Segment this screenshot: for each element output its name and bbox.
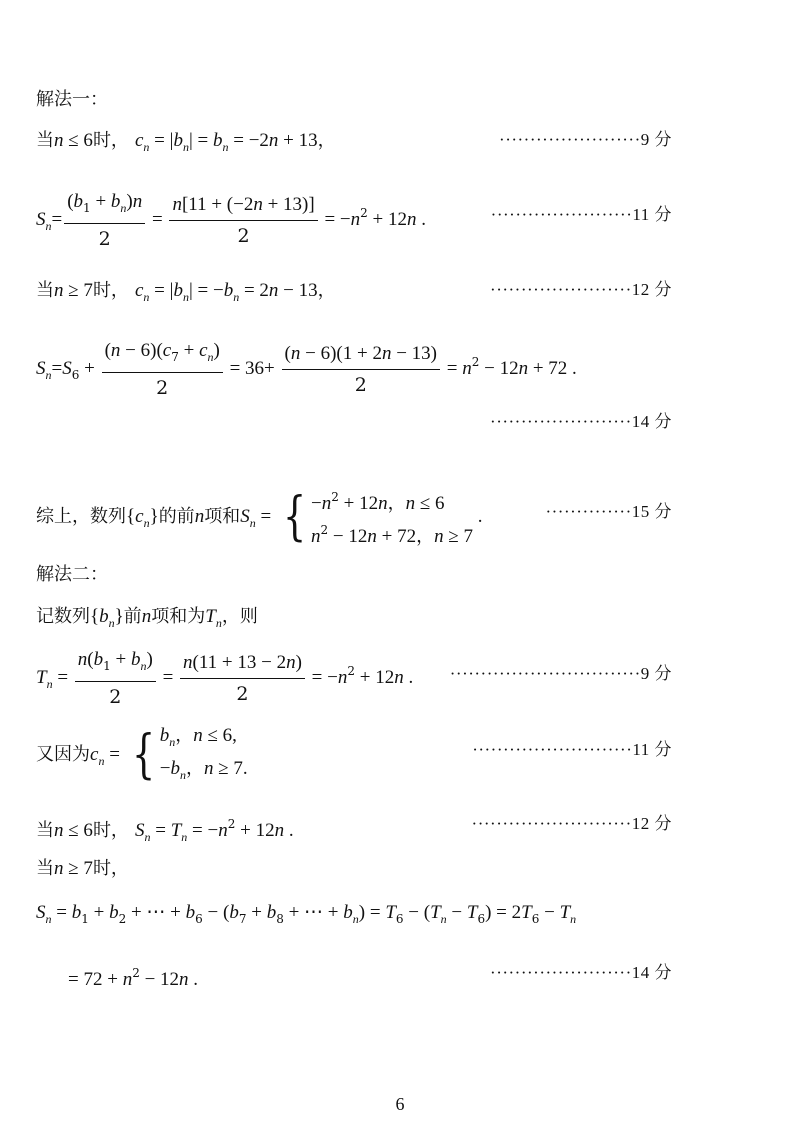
score-11-method2: ··························11 分 xyxy=(472,740,672,759)
method2-intro-line: 记数列$\{b_n\}$前n项和为$T_n$，则 xyxy=(36,606,258,630)
score-12-method2: ··························12 分 xyxy=(471,814,672,833)
score-9-method2: ·······························9 分 xyxy=(449,664,672,683)
method2-title: 解法二： xyxy=(36,564,108,585)
method2-sum2-line: $S_n = b_1 + b_2$ + ⋯ + $b_6 - (b_7 + b_8$ + ⋯ + $b_n) = T_6 - (T_n - T_6) = 2T_6 - T_n$ xyxy=(36,902,577,926)
method1-case2-line: 当n ≥ 7时， $c_n = |b_n| = -b_n = 2n - 13$， xyxy=(36,280,336,304)
method2-sum-line: $T_n$ = $\frac{n(b_1 + b_n)}{2}$ = $\frac{n(11 + 13 - 2n)}{2}$ = $-n^2 + 12n$ . xyxy=(36,646,413,710)
method2-case1-line: 当n ≤ 6时， $S_n = T_n = -n^2 + 12n$ . xyxy=(36,817,294,844)
method1-title: 解法一： xyxy=(36,89,108,110)
method1-case1-line: 当n ≤ 6时， $c_n = |b_n| = b_n = -2n + 13$， xyxy=(36,130,336,154)
method2-sum2-result: = $72 + n^2 - 12n$ . xyxy=(68,966,199,990)
method1-sum2-line: $S_n=S_6$ + $\frac{(n - 6)(c_7 + c_n)}{2}$ = 36+ $\frac{(n - 6)(1 + 2n - 13)}{2}$ = $n^2 - 12n + 72$ . xyxy=(36,337,577,401)
page-number: 6 xyxy=(395,1094,405,1114)
method2-cases-line: 又因为$c_n$ = { $b_n$，n ≤ 6, $-b_n$，n ≥ 7. xyxy=(36,725,248,785)
score-12-method1: ·······················12 分 xyxy=(490,280,672,299)
score-11-method1: ·······················11 分 xyxy=(490,205,672,224)
score-14-method2: ·······················14 分 xyxy=(490,963,672,982)
method2-case2-line: 当n ≥ 7时， xyxy=(36,858,129,879)
score-15: ··············15 分 xyxy=(545,502,672,521)
method1-sum1-line: $S_n=$ $\frac{(b_1 + b_n)n}{2}$ = $\frac{n[11 + (-2n + 13)]}{2}$ = $-n^2 + 12n$ . xyxy=(36,188,426,252)
summary-line: 综上，数列$\{c_n\}$的前n项和$S_n$ = { $-n^2 + 12n$，n ≤ 6 $n^2 - 12n + 72$，n ≥ 7 . xyxy=(36,487,483,547)
score-14-method1: ·······················14 分 xyxy=(490,412,672,431)
score-9-method1: ·······················9 分 xyxy=(499,130,672,149)
